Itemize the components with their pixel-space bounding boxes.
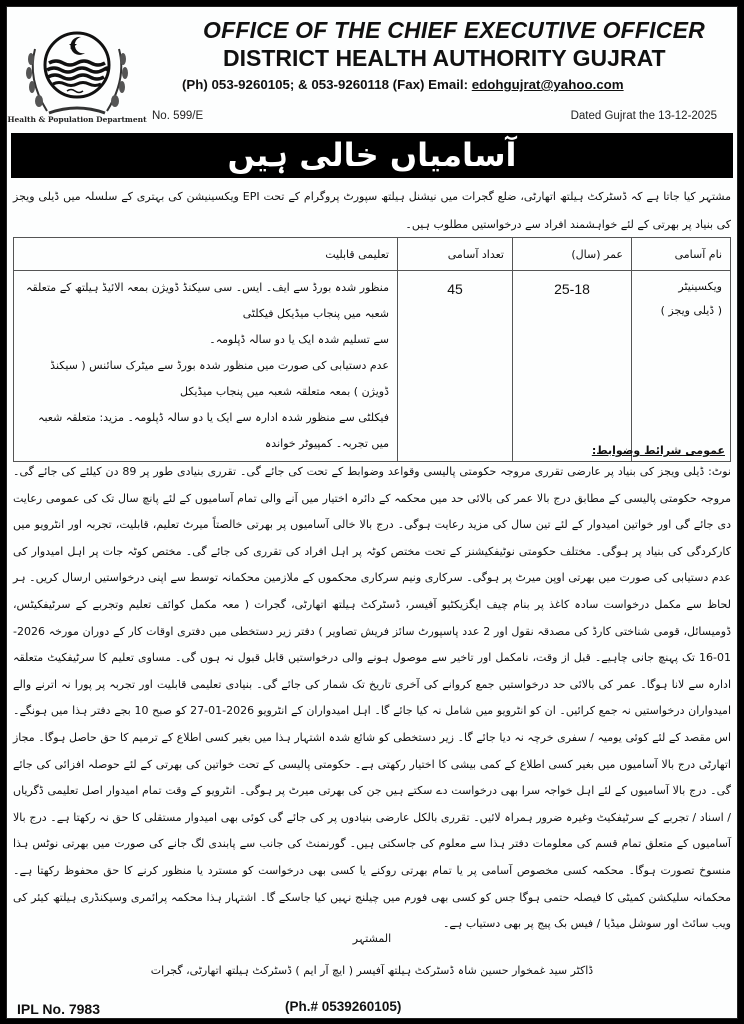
letterhead [7, 7, 737, 129]
cell-qualification [14, 271, 398, 462]
issuer-label: المشتہر [352, 932, 392, 945]
terms-heading: عمومی شرائط وضوابط: [591, 444, 725, 457]
header-age: عمر (سال) [513, 238, 632, 271]
table-header-row [14, 238, 731, 271]
email-link[interactable]: edohgujrat@yahoo.com [471, 77, 624, 92]
table-row [14, 271, 731, 462]
punjab-government-logo-icon [15, 19, 139, 127]
ipl-number: IPL No. 7983 [17, 1001, 101, 1017]
vacancy-table [13, 237, 731, 462]
cell-count: 45 [398, 271, 513, 462]
qualification-line: فیکلٹی سے منظور شدہ ادارہ سے ایک یا دو سالہ ڈپلومہ۔ مزید: متعلقہ شعبہ میں تجربہ۔ کمپیوٹر خواندہ [38, 411, 389, 450]
intro-paragraph: مشتہر کیا جاتا ہے کہ ڈسٹرکٹ ہیلتھ اتھارٹی، ضلع گجرات میں نیشنل ہیلتھ سپورٹ پروگرام کے تحت EPI ویکسینیشن کی بہتری کے سلسلہ میں ڈیلی ویجز کی بنیاد پر بھرتی کے لئے خواہشمند افراد سے درخواستیں مطلوب ہیں۔ [13, 190, 731, 231]
cell-age: 25-18 [513, 271, 632, 462]
header-qualification: تعلیمی قابلیت [14, 238, 398, 271]
footer-phone: (Ph.# 0539260105) [285, 999, 402, 1014]
office-title: OFFICE OF THE CHIEF EXECUTIVE OFFICER [203, 17, 705, 43]
cell-post-name [632, 271, 731, 462]
terms-paragraph: نوٹ: ڈیلی ویجز کی بنیاد پر عارضی تقرری مروجہ حکومتی پالیسی وقواعد وضوابط کے تحت کی جائے گی۔ تقرری بنیادی طور پر 89 دن کیلئے کی جائے گی۔ مروجہ حکومتی پالیسی کے مطابق درج بالا عمر کی بالائی حد میں محکمہ کے دائرہ اختیار میں آنے والی تمام آسامیوں کے لئے پانچ سال تک کی عمومی رعایت دی جائے گی اور خواتین امیدوار کے لئے تین سال کی مزید رعایت ہوگی۔ درج بالا خالی آسامیوں پر بھرتی خالصتاً میرٹ تعلیم، قابلیت، تجربہ اور انٹرویو میں کارکردگی کی بنیاد پر ہوگی۔ مختلف حکومتی نوٹیفکیشنز کے تحت مختص کوٹہ پر اہل افراد کی تقرری کی جائے گی۔ مختص کوٹہ جات پر اہل امیدوار کی عدم دستیابی کی صورت میں بھرتی اوپن میرٹ پر ہوگی۔ سرکاری ونیم سرکاری محکموں کے ملازمین محکمانہ توسط سے اپنی درخواستیں ارسال کریں۔ ہر لحاظ سے مکمل درخواست سادہ کاغذ پر بنام چیف ایگزیکٹیو آفیسر، ڈسٹرکٹ ہیلتھ اتھارٹی، گجرات ( معہ مکمل کوائف تعلیم وتجربے کے سرٹیفکیٹس، ڈومیسائل، قومی شناختی کارڈ کی مصدقہ نقول اور 2 عدد پاسپورٹ سائز فریش تصاویر ) دفتر زیر دستخطی میں دفتری اوقات کار کے دوران مورخہ 2026-01-16 تک پہنچ جانی چاہیے۔ قبل از وقت، نامکمل اور تاخیر سے موصول ہونے والی درخواستیں قابل قبول نہ ہوں گی۔ مساوی تعلیم کا سرٹیفکیٹ متعلقہ ادارہ سے لانا ہوگا۔ عمر کی بالائی حد درخواستیں جمع کروانے کی آخری تاریخ تک شمار کی جائے گی۔ بنیادی تعلیمی قابلیت اور تجربہ پر پورا نہ اترنے والے امیدواران درخواستیں نہ جمع کرائیں۔ ان کو انٹرویو میں شامل نہ کیا جائے گا۔ اہل امیدواران کے انٹرویو 2026-01-27 کو صبح 10 بجے دفتر ہذا میں ہونگے۔ اس مقصد کے لئے کوئی یومیہ / سفری خرچہ نہ دیا جائے گا۔ زیر دستخطی کو شائع شدہ اشتہار ہذا میں بغیر کسی اطلاع کے ترمیم کا حق حاصل ہوگا۔ مجاز اتھارٹی درج بالا آسامیوں میں بغیر کسی اطلاع کے کمی بیشی کا اختیار رکھتی ہے۔ حکومتی پالیسی کے تحت خواتین کی بھرتی کے لئے حوصلہ افزائی کی جائے گی۔ درج بالا آسامیوں کے لئے اہل خواجہ سرا بھی درخواست دے سکتے ہیں جن کی بھرتی میرٹ پر ہوگی۔ انٹرویو کے وقت تمام امیدوار اصل تعلیمی ڈگریاں / اسناد / تجربے کے سرٹیفکیٹ وغیرہ ضرور ہمراہ لائیں۔ تقرری بالکل عارضی بنیادوں پر کی جائے گی کوئی بھی امیدوار مستقلی کا حق نہ رکھتا ہے۔ درج بالا آسامیوں کے متعلق تمام قسم کی معلومات دفتر ہذا سے معلوم کی جاسکتی ہیں۔ گورنمنٹ کی جانب سے پابندی لگ جانے کی صورت میں بھرتی نوٹس ہذا منسوخ تصورت ہوگا۔ محکمہ کسی مخصوص آسامی پر یا تمام بھرتی روکنے یا کسی بھی درخواست کو مسترد یا منظور کرنے کا حق محفوظ رکھتا ہے۔ محکمانہ سلیکشن کمیٹی کا فیصلہ حتمی ہوگا جس کو کسی بھی فورم میں چیلنج نہیں کیا جاسکے گا۔ اشتہار ہذا محکمہ پرائمری وسیکنڈری ہیلتھ کیئر کی ویب سائٹ اور سوشل میڈیا / فیس بک پیج پر بھی دستیاب ہے۔ [13, 465, 731, 931]
issuer-name: ڈاکٹر سید غمخوار حسین شاہ ڈسٹرکٹ ہیلتھ آفیسر ( ایچ آر ایم ) ڈسٹرکٹ ہیلتھ اتھارٹی، گجرات [150, 964, 594, 977]
contact-phone-fax: (Ph) 053-9260105; & 053-9260118 (Fax) Email: [182, 77, 472, 92]
terms-body [13, 459, 731, 938]
authority-title: DISTRICT HEALTH AUTHORITY GUJRAT [223, 45, 666, 71]
reference-number: No. 599/E [152, 110, 204, 122]
post-type: ( ڈیلی ویجز ) [660, 304, 722, 317]
logo-caption: Health & Population Department [7, 115, 147, 124]
qualification-line: سے تسلیم شدہ ایک یا دو سالہ ڈپلومہ۔ [209, 333, 389, 346]
contact-line [182, 77, 624, 92]
header-count: تعداد آسامی [398, 238, 513, 271]
post-name: ویکسینیٹر [678, 280, 722, 293]
qualification-line: منظور شدہ بورڈ سے ایف۔ ایس۔ سی سیکنڈ ڈویژن بمعہ الائیڈ ہیلتھ کے متعلقہ شعبہ میں پنجاب میڈیکل فیکلٹی [26, 281, 389, 320]
qualification-line: عدم دستیابی کی صورت میں منظور شدہ بورڈ سے میٹرک سائنس ( سیکنڈ ڈویژن ) بمعہ متعلقہ شعبہ میں پنجاب میڈیکل [50, 359, 389, 398]
vacancies-banner: آسامیاں خالی ہیں [11, 133, 733, 178]
header-post-name: نام آسامی [632, 238, 731, 271]
advertisement-page [6, 6, 738, 1019]
issue-date: Dated Gujrat the 13-12-2025 [570, 110, 717, 122]
